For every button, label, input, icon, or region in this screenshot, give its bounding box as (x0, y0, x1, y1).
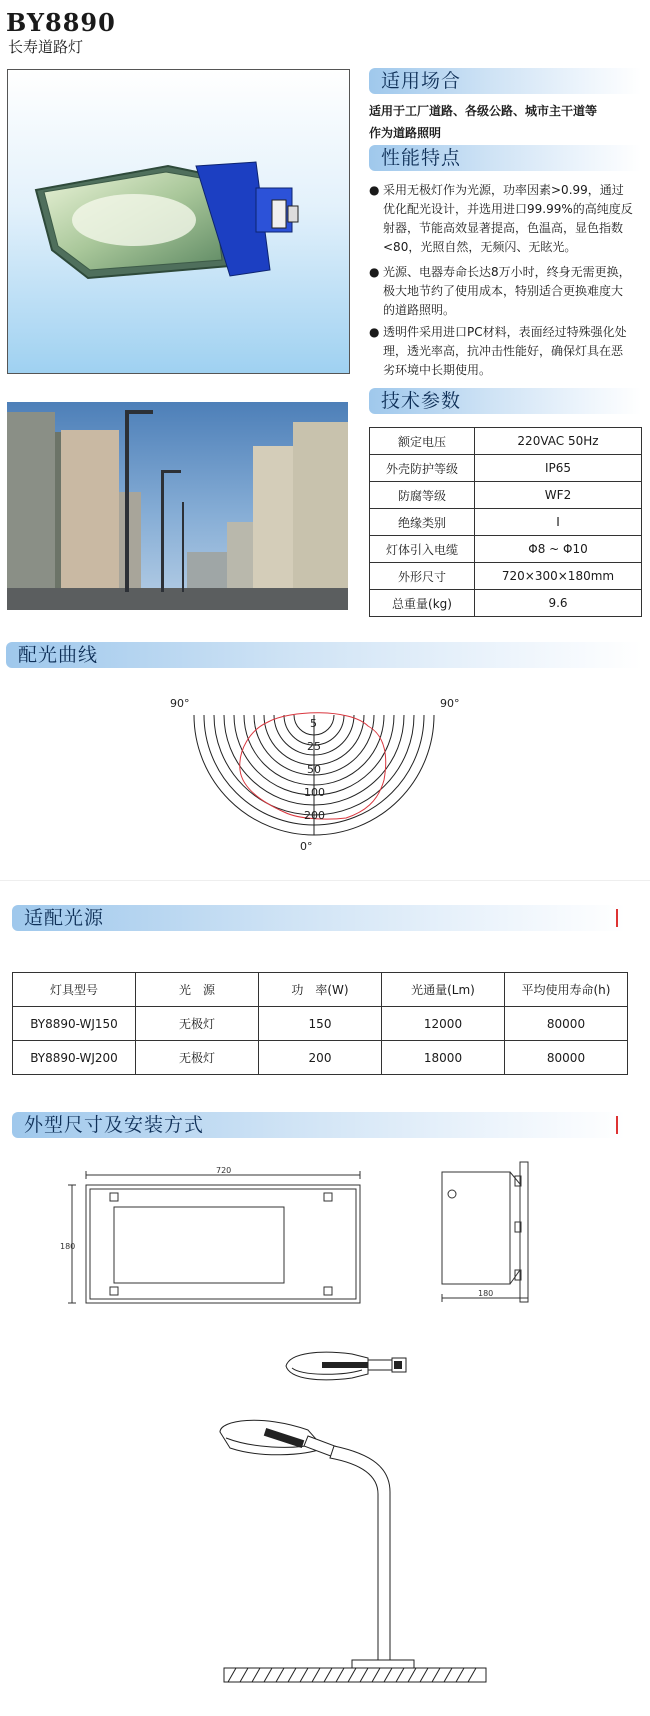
table-row (370, 482, 642, 509)
table-row (13, 1007, 628, 1041)
lamp-side-profile (282, 1346, 418, 1386)
ring-label: 200 (304, 809, 325, 822)
param-value: I (475, 509, 642, 536)
section-application-title: 适用场合 (381, 70, 462, 92)
param-key: 绝缘类别 (370, 509, 475, 536)
feature-line: 射器，节能高效显著提高，色温高，显色指数 (383, 221, 624, 235)
application-text-line2: 作为道路照明 (369, 126, 442, 140)
table-cell: BY8890-WJ150 (13, 1007, 136, 1041)
feature-item-1 (369, 181, 639, 257)
street-photo (7, 402, 348, 610)
table-cell: 12000 (382, 1007, 505, 1041)
lamp-photo (7, 69, 350, 374)
light-source-table (12, 972, 628, 1075)
bullet-icon: ● (369, 183, 380, 197)
section-source-title: 适配光源 (24, 907, 105, 929)
param-key: 额定电压 (370, 428, 475, 455)
feature-line: 透明件采用进口PC材料，表面经过特殊强化处 (383, 325, 627, 339)
table-cell: 80000 (505, 1007, 628, 1041)
feature-line: 理，透光率高，抗冲击性能好，确保灯具在恶 (383, 344, 624, 358)
table-cell: 150 (259, 1007, 382, 1041)
section-application-header (369, 68, 641, 94)
param-value: WF2 (475, 482, 642, 509)
param-key: 外形尺寸 (370, 563, 475, 590)
column-header: 功 率(W) (259, 973, 382, 1007)
feature-item-3 (369, 323, 639, 380)
product-model: BY8890 (6, 8, 116, 37)
table-row (370, 590, 642, 617)
section-features-header (369, 145, 641, 171)
param-value: Φ8 ~ Φ10 (475, 536, 642, 563)
section-curve-title: 配光曲线 (18, 644, 99, 666)
section-install-title: 外型尺寸及安装方式 (24, 1114, 205, 1136)
side-dimension-drawing (436, 1160, 540, 1308)
ring-label: 50 (307, 763, 321, 776)
param-key: 外壳防护等级 (370, 455, 475, 482)
table-cell: BY8890-WJ200 (13, 1041, 136, 1075)
tech-param-table (369, 427, 642, 617)
dim-side-label: 180 (478, 1289, 494, 1298)
angle-label-bottom: 0° (300, 840, 313, 853)
ring-label: 5 (310, 717, 317, 730)
front-dimension-drawing (58, 1165, 370, 1313)
feature-line: 优化配光设计，并选用进口99.99%的高纯度反 (383, 202, 633, 216)
section-features-title: 性能特点 (381, 147, 462, 169)
ring-label: 25 (307, 740, 321, 753)
section-marker (616, 1116, 618, 1134)
ring-label: 100 (304, 786, 325, 799)
dim-height-label: 180 (60, 1242, 76, 1251)
section-source-header (12, 905, 626, 931)
feature-line: 光源、电器寿命长达8万小时，终身无需更换， (383, 265, 631, 279)
section-marker (616, 909, 618, 927)
angle-label-right: 90° (440, 697, 460, 710)
product-subtitle: 长寿道路灯 (8, 38, 84, 56)
application-text-line1: 适用于工厂道路、各级公路、城市主干道等 (369, 104, 598, 118)
feature-line: <80，光照自然，无频闪、无眩光。 (383, 240, 577, 254)
table-row (370, 563, 642, 590)
bullet-icon: ● (369, 265, 380, 279)
table-header-row (13, 973, 628, 1007)
section-tech-title: 技术参数 (381, 390, 462, 412)
table-cell: 80000 (505, 1041, 628, 1075)
param-key: 总重量(kg) (370, 590, 475, 617)
table-row (13, 1041, 628, 1075)
feature-line: 劣环境中长期使用。 (383, 363, 492, 377)
light-distribution-curve (150, 690, 470, 860)
feature-item-2 (369, 263, 639, 320)
pole-installation-drawing (212, 1408, 498, 1688)
column-header: 光 源 (136, 973, 259, 1007)
table-row (370, 536, 642, 563)
table-row (370, 509, 642, 536)
dim-width-label: 720 (216, 1166, 232, 1175)
param-value: 220VAC 50Hz (475, 428, 642, 455)
param-value: IP65 (475, 455, 642, 482)
table-cell: 无极灯 (136, 1041, 259, 1075)
feature-line: 的道路照明。 (383, 303, 456, 317)
table-row (370, 455, 642, 482)
table-cell: 200 (259, 1041, 382, 1075)
column-header: 灯具型号 (13, 973, 136, 1007)
table-row (370, 428, 642, 455)
column-header: 光通量(Lm) (382, 973, 505, 1007)
column-header: 平均使用寿命(h) (505, 973, 628, 1007)
table-cell: 18000 (382, 1041, 505, 1075)
section-tech-header (369, 388, 641, 414)
param-value: 9.6 (475, 590, 642, 617)
section-install-header (12, 1112, 626, 1138)
param-value: 720×300×180mm (475, 563, 642, 590)
section-divider (0, 880, 650, 881)
section-curve-header (6, 642, 642, 668)
feature-line: 极大地节约了使用成本，特别适合更换难度大 (383, 284, 624, 298)
param-key: 灯体引入电缆 (370, 536, 475, 563)
table-cell: 无极灯 (136, 1007, 259, 1041)
feature-line: 采用无极灯作为光源，功率因素>0.99，通过 (383, 183, 624, 197)
bullet-icon: ● (369, 325, 380, 339)
param-key: 防腐等级 (370, 482, 475, 509)
angle-label-left: 90° (170, 697, 190, 710)
